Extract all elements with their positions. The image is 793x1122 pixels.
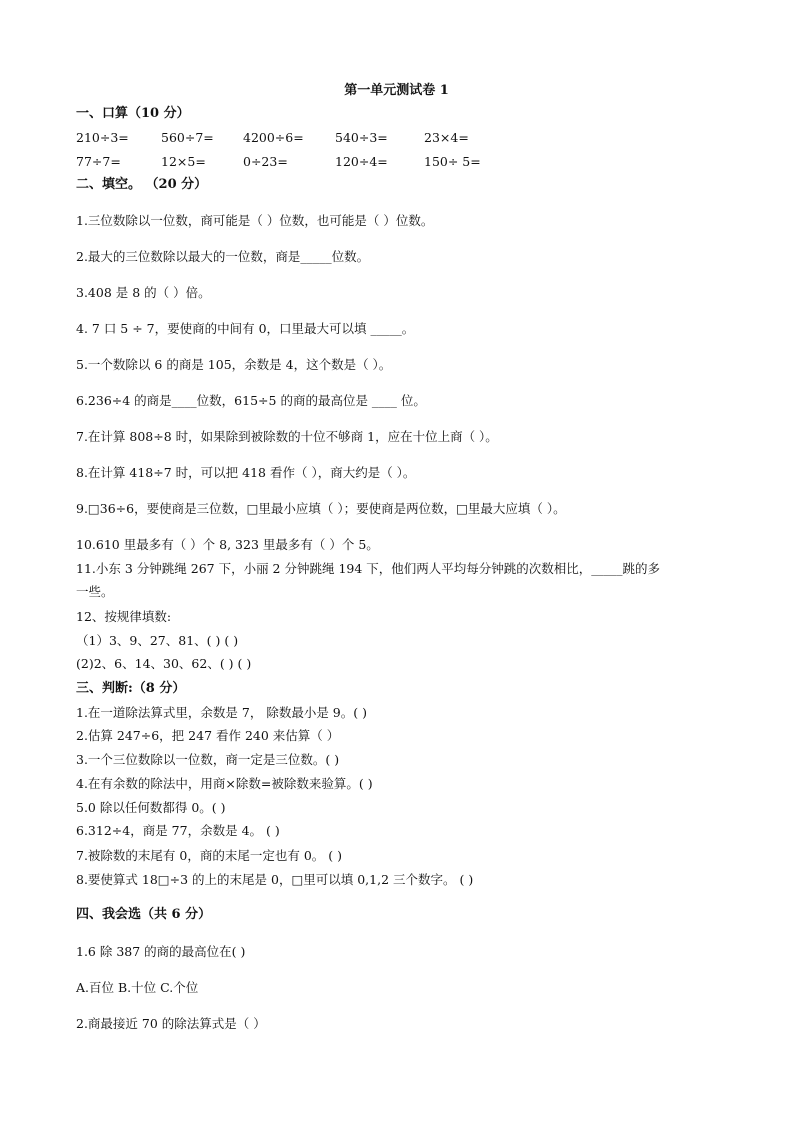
question-item: 4. 7 口 5 ÷ 7，要使商的中间有 0，口里最大可以填 _____。 [76, 321, 415, 336]
question-item: 3.408 是 8 的（ ）倍。 [76, 285, 211, 300]
question-item: 8.在计算 418÷7 时，可以把 418 看作（ ），商大约是（ ）。 [76, 465, 416, 480]
oral-item: 77÷7= [76, 154, 121, 169]
page-title: 第一单元测试卷 1 [344, 83, 449, 98]
question-item: 8.要使算式 18□÷3 的上的末尾是 0，□里可以填 0,1,2 三个数字。 ( ) [76, 872, 474, 887]
question-item: 2.商最接近 70 的除法算式是（ ） [76, 1016, 266, 1031]
question-item: 1.6 除 387 的商的最高位在( ) [76, 944, 246, 959]
question-item: 2.估算 247÷6，把 247 看作 240 来估算（ ） [76, 728, 340, 743]
question-item: （1）3、9、27、81、( ) ( ) [76, 633, 239, 648]
oral-item: 4200÷6= [243, 130, 304, 145]
oral-item: 12×5= [161, 154, 206, 169]
section-heading-oral: 一、口算（10 分） [76, 106, 190, 121]
question-item: 12、按规律填数: [76, 609, 172, 624]
question-item: 9.□36÷6，要使商是三位数，□里最小应填（ ）；要使商是两位数，□里最大应填（ ）。 [76, 501, 566, 516]
question-item: 7.被除数的末尾有 0，商的末尾一定也有 0。 ( ) [76, 848, 342, 863]
question-item: 5.一个数除以 6 的商是 105，余数是 4，这个数是（ ）。 [76, 357, 392, 372]
section-heading-judge: 三、判断:（8 分） [76, 681, 186, 696]
question-item-continued: 一些。 [76, 584, 114, 599]
question-item: 6.312÷4，商是 77，余数是 4。 ( ) [76, 823, 280, 838]
section-heading-fill: 二、填空。 （20 分） [76, 177, 208, 192]
question-item: 1.三位数除以一位数，商可能是（ ）位数，也可能是（ ）位数。 [76, 213, 434, 228]
oral-item: 560÷7= [161, 130, 214, 145]
oral-item: 540÷3= [335, 130, 388, 145]
oral-item: 120÷4= [335, 154, 388, 169]
question-item: 1.在一道除法算式里，余数是 7， 除数最小是 9。( ) [76, 705, 367, 720]
question-item: 2.最大的三位数除以最大的一位数，商是_____位数。 [76, 249, 370, 264]
oral-item: 210÷3= [76, 130, 129, 145]
question-item: 3.一个三位数除以一位数，商一定是三位数。( ) [76, 752, 340, 767]
question-item: (2)2、6、14、30、62、( ) ( ) [76, 656, 252, 671]
question-item: 4.在有余数的除法中，用商×除数=被除数来验算。( ) [76, 776, 373, 791]
question-item: 11.小东 3 分钟跳绳 267 下，小丽 2 分钟跳绳 194 下，他们两人平均每分钟跳的次数相比，_____跳的多 [76, 561, 661, 576]
answer-options: A.百位 B.十位 C.个位 [76, 980, 199, 995]
section-heading-choose: 四、我会选（共 6 分） [76, 907, 212, 922]
oral-item: 23×4= [424, 130, 469, 145]
question-item: 6.236÷4 的商是____位数，615÷5 的商的最高位是 ____ 位。 [76, 393, 426, 408]
question-item: 10.610 里最多有（ ）个 8, 323 里最多有（ ）个 5。 [76, 537, 379, 552]
question-item: 7.在计算 808÷8 时，如果除到被除数的十位不够商 1，应在十位上商（ ）。 [76, 429, 498, 444]
oral-item: 150÷ 5= [424, 154, 481, 169]
question-item: 5.0 除以任何数都得 0。( ) [76, 800, 226, 815]
oral-item: 0÷23= [243, 154, 288, 169]
